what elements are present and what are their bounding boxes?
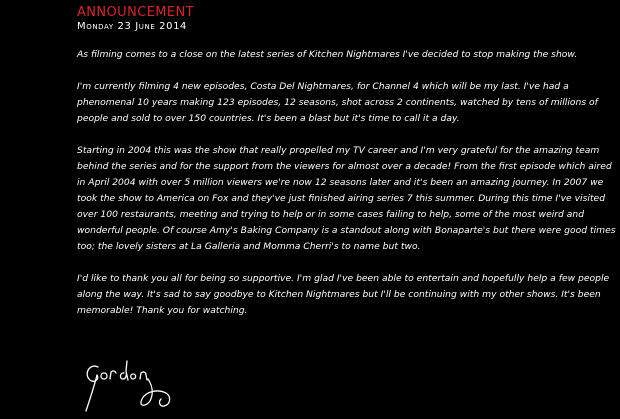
signature-image xyxy=(80,355,190,415)
announcement-date: Monday 23 June 2014 xyxy=(77,21,188,32)
paragraph-1: As filming comes to a close on the latest series of Kitchen Nightmares I've decided to stop making the show. xyxy=(77,49,578,60)
paragraph-3: Starting in 2004 this was the show that really propelled my TV career and I'm very grateful for the amazing team behind the series and for the support from the viewers for almost over a decade! From the first episode which aired in April 2004 with over 5 million viewers we're now 12 seasons later and it's been an amazing journey. In 2007 we took the show to America on Fox and they've just finished airing series 7 this summer. During this time I've visited over 100 restaurants, meeting and trying to help or in some cases failing to help, some of the most weird and wonderful people. Of course Amy's Baking Company is a standout along with Bonaparte's but there were good times too; the lovely sisters at La Galleria and Momma Cherri's to name but two. xyxy=(77,145,616,252)
paragraph-2: I'm currently filming 4 new episodes, Costa Del Nightmares, for Channel 4 which will be my last. I've had a phenomenal 10 years making 123 episodes, 12 seasons, shot across 2 continents, watched by tens of millions of people and sold to over 150 countries. It's been a blast but it's time to call it a day. xyxy=(77,81,598,124)
announcement-heading: ANNOUNCEMENT xyxy=(77,5,195,20)
announcement-body xyxy=(77,47,617,335)
paragraph-4: I'd like to thank you all for being so supportive. I'm glad I've been able to entertain and hopefully help a few people along the way. It's sad to say goodbye to Kitchen Nightmares but I'll be continuing with my other shows. It's been memorable! Thank you for watching. xyxy=(77,273,610,316)
